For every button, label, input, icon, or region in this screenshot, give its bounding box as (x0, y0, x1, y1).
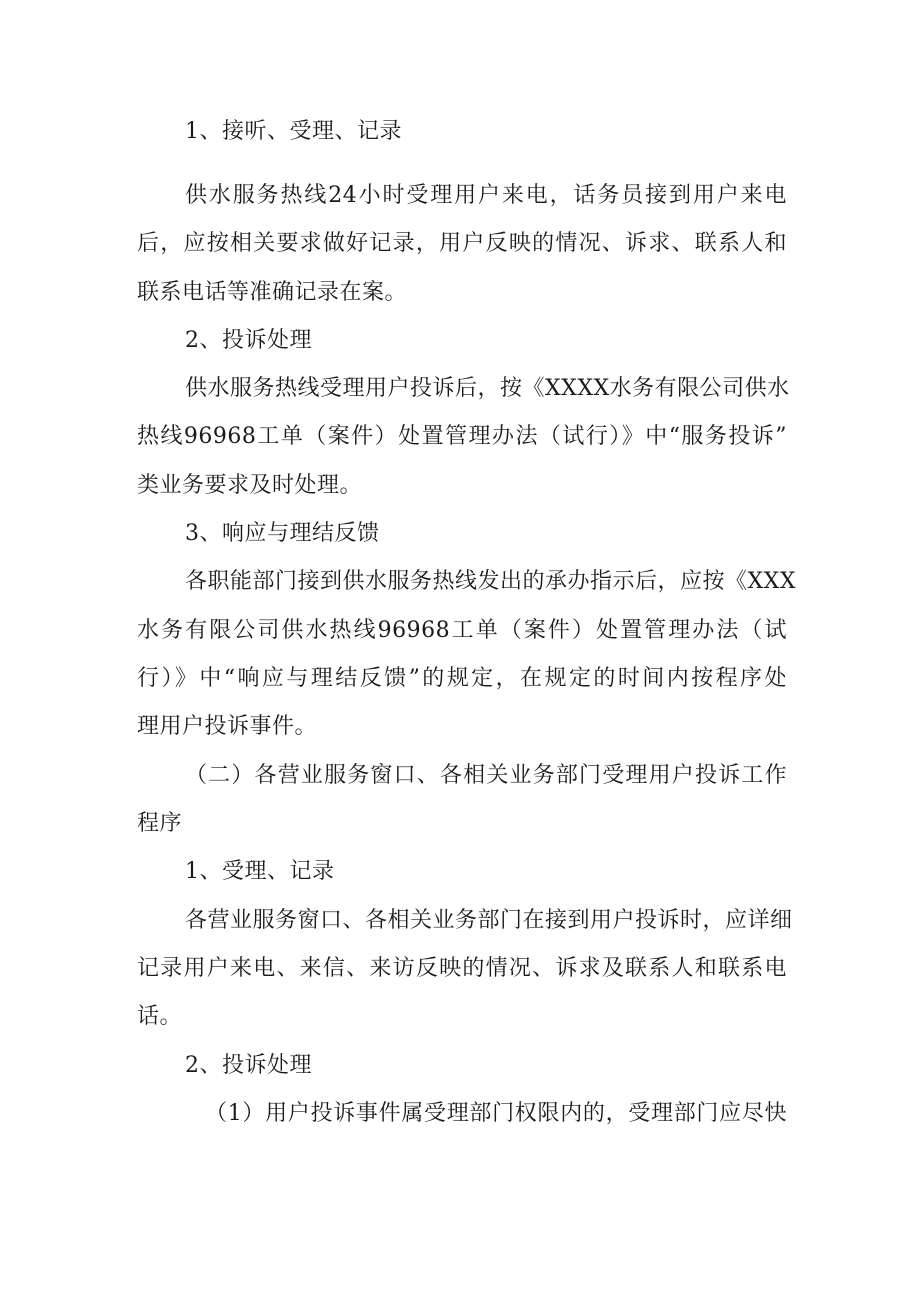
paragraph-line: 各营业服务窗口、各相关业务部门在接到用户投诉时，应详细 (185, 908, 793, 933)
heading-1-receive-record: 1、接听、受理、记录 (185, 119, 402, 144)
paragraph-line: 水务有限公司供水热线96968工单（案件）处置管理办法（试 (137, 618, 787, 643)
paragraph-line: 理用户投诉事件。 (137, 714, 318, 739)
section-heading-2-cont: 程序 (137, 811, 183, 836)
paragraph-line: 记录用户来电、来信、来访反映的情况、诉求及联系人和联系电 (137, 956, 787, 981)
heading-3-response-feedback: 3、响应与理结反馈 (185, 521, 380, 546)
paragraph-line: 后，应按相关要求做好记录，用户反映的情况、诉求、联系人和 (137, 231, 787, 256)
paragraph-line: 行）》中“响应与理结反馈”的规定，在规定的时间内按程序处 (137, 666, 787, 691)
heading-2-complaint-handling: 2、投诉处理 (185, 328, 312, 353)
paragraph-line: 各职能部门接到供水服务热线发出的承办指示后，应按《XXX (185, 569, 796, 594)
paragraph-line: 供水服务热线24小时受理用户来电，话务员接到用户来电 (185, 183, 787, 208)
paragraph-line: 热线96968工单（案件）处置管理办法（试行）》中“服务投诉” (137, 424, 787, 449)
heading-1-accept-record: 1、受理、记录 (185, 859, 335, 884)
paragraph-line: 话。 (137, 1004, 183, 1029)
section-heading-2: （二）各营业服务窗口、各相关业务部门受理用户投诉工作 (185, 763, 787, 788)
paragraph-line: 联系电话等准确记录在案。 (137, 280, 408, 305)
paragraph-line: 供水服务热线受理用户投诉后，按《XXXX水务有限公司供水 (185, 376, 790, 401)
heading-2-complaint-handling-b: 2、投诉处理 (185, 1053, 312, 1078)
paragraph-line: 类业务要求及时处理。 (137, 473, 363, 498)
paragraph-line: （1）用户投诉事件属受理部门权限内的，受理部门应尽快 (205, 1101, 787, 1126)
